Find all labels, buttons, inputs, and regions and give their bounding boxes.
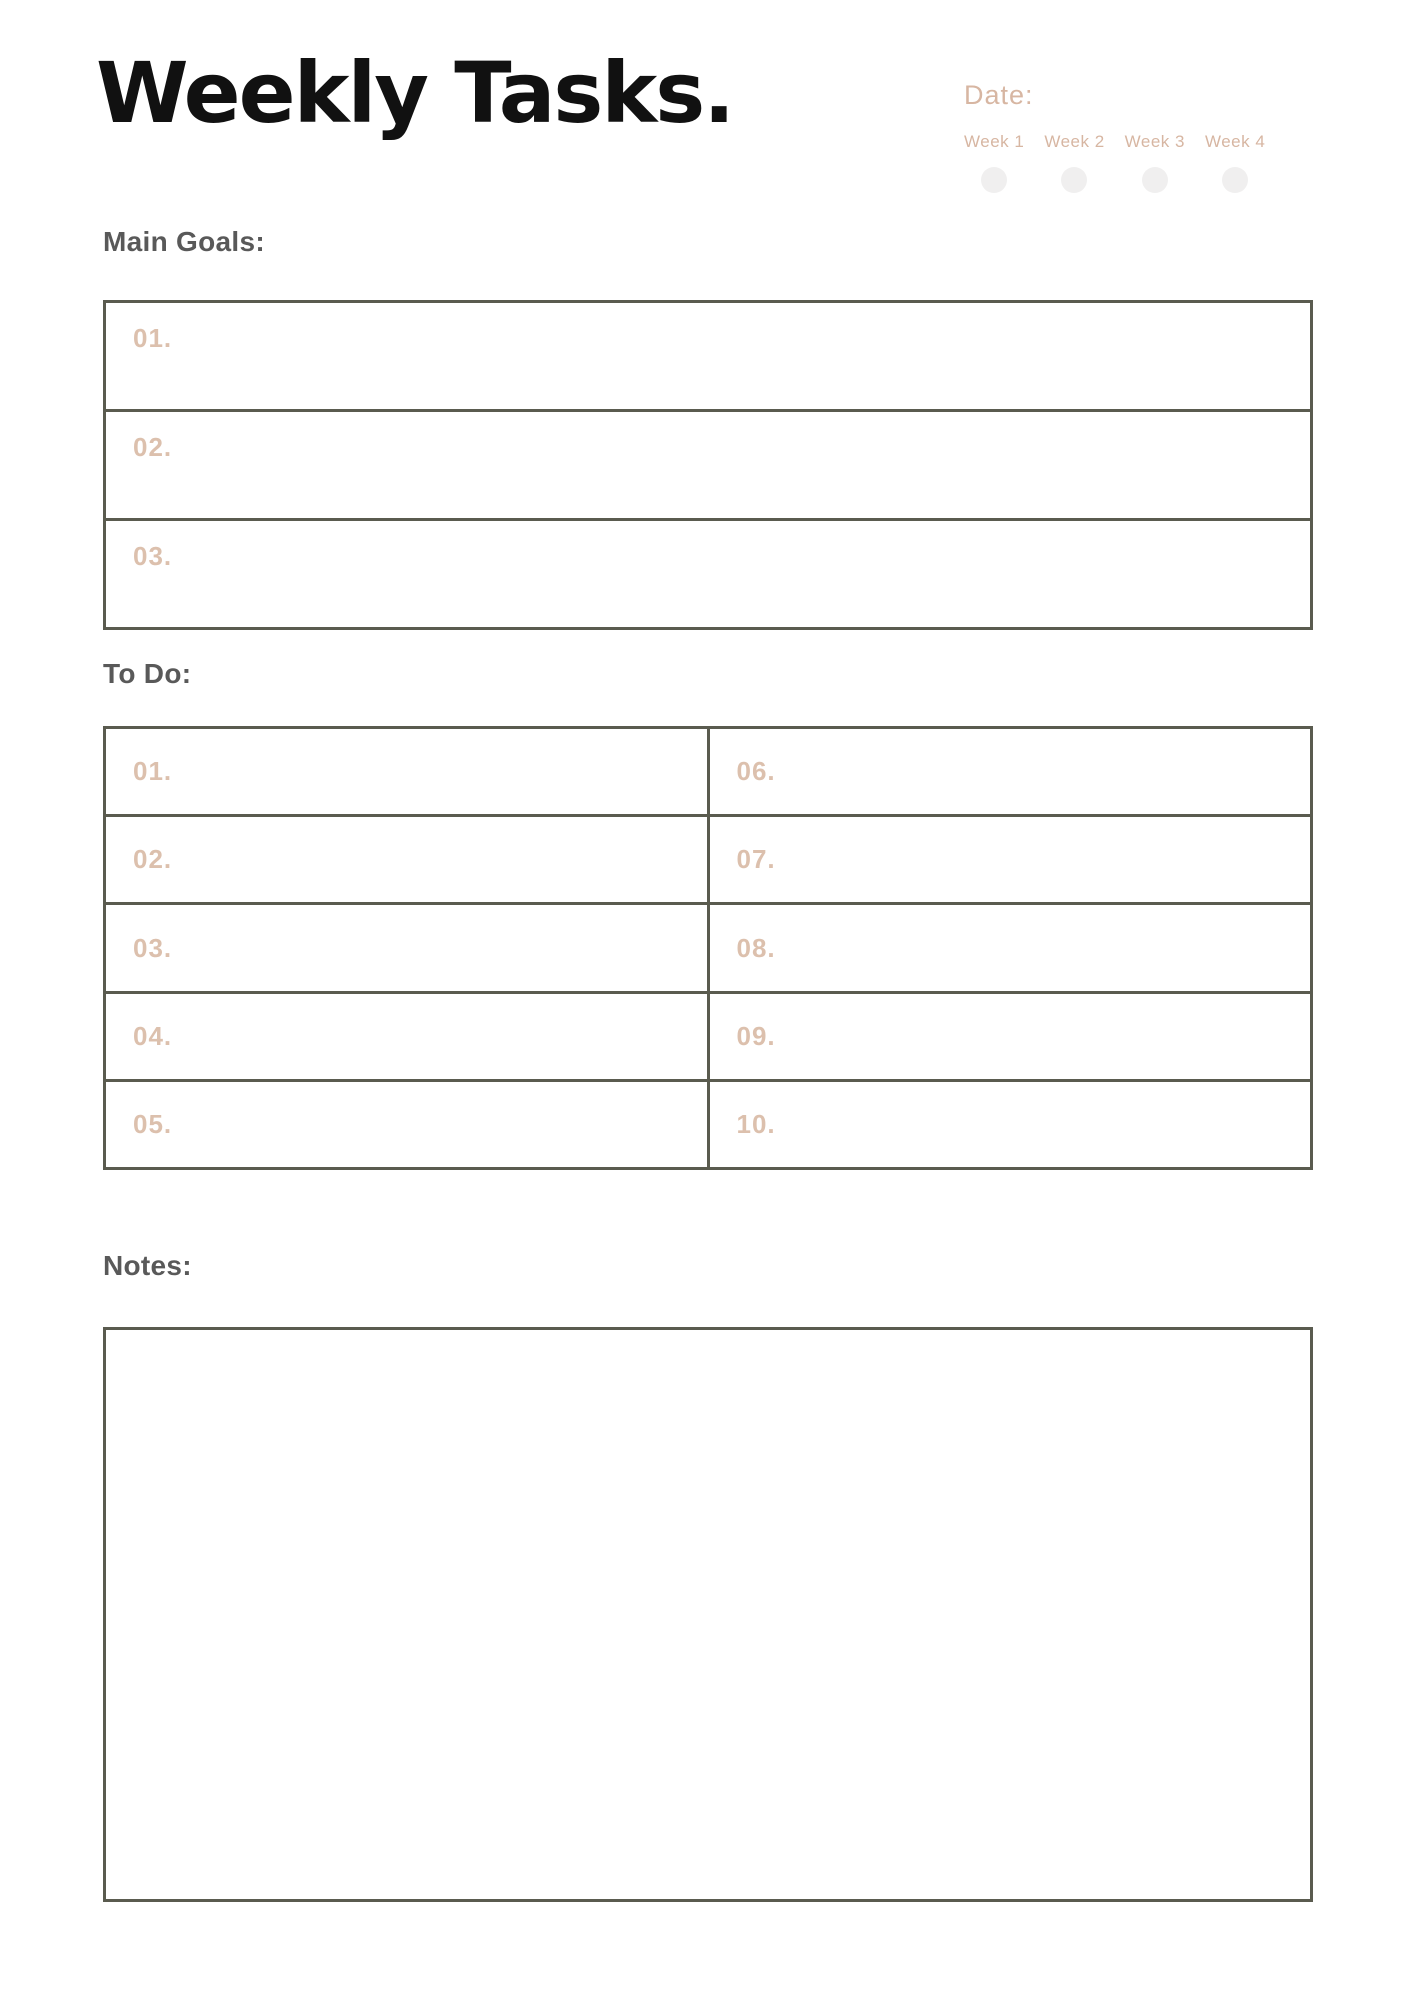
week-3 — [1125, 132, 1185, 193]
todo-item-7[interactable] — [710, 814, 1311, 902]
week-4-label: Week 4 — [1204, 132, 1266, 151]
todo-5-number: 05. — [133, 1108, 173, 1139]
main-goal-row-2[interactable] — [106, 409, 1310, 518]
week-3-label: Week 3 — [1124, 132, 1185, 151]
main-goal-2-number: 02. — [133, 432, 173, 462]
todo-heading: To Do: — [103, 658, 192, 689]
date-block — [964, 80, 1265, 193]
todo-4-number: 04. — [133, 1020, 173, 1051]
notes-heading: Notes: — [103, 1250, 192, 1281]
todo-7-number: 07. — [736, 844, 776, 875]
todo-3-number: 03. — [133, 932, 173, 963]
todo-item-5[interactable] — [106, 1079, 707, 1167]
todo-6-number: 06. — [736, 756, 776, 787]
main-goal-row-1[interactable] — [106, 303, 1310, 409]
todo-column-left — [106, 729, 710, 1167]
weeks-row — [964, 132, 1265, 193]
main-goal-row-3[interactable] — [106, 518, 1310, 627]
date-label: Date: — [964, 80, 1034, 110]
main-goals-table — [103, 300, 1313, 630]
todo-8-number: 08. — [736, 932, 776, 963]
todo-10-number: 10. — [736, 1108, 776, 1139]
todo-item-1[interactable] — [106, 729, 707, 814]
week-2-label: Week 2 — [1044, 132, 1105, 151]
todo-item-9[interactable] — [710, 991, 1311, 1079]
week-4 — [1205, 132, 1265, 193]
todo-column-right — [710, 729, 1311, 1167]
todo-2-number: 02. — [133, 844, 173, 875]
page-title: Weekly Tasks. — [96, 44, 734, 142]
todo-item-4[interactable] — [106, 991, 707, 1079]
todo-item-10[interactable] — [710, 1079, 1311, 1167]
todo-9-number: 09. — [736, 1020, 776, 1051]
todo-item-6[interactable] — [710, 729, 1311, 814]
main-goal-1-number: 01. — [133, 323, 173, 353]
todo-item-3[interactable] — [106, 902, 707, 990]
notes-box[interactable] — [103, 1327, 1313, 1902]
week-1 — [964, 132, 1024, 193]
week-2-checkbox[interactable] — [1061, 167, 1087, 193]
todo-table — [103, 726, 1313, 1170]
week-4-checkbox[interactable] — [1222, 167, 1248, 193]
main-goal-3-number: 03. — [133, 541, 173, 571]
todo-item-2[interactable] — [106, 814, 707, 902]
main-goals-heading: Main Goals: — [103, 226, 265, 257]
week-1-checkbox[interactable] — [981, 167, 1007, 193]
todo-1-number: 01. — [133, 756, 173, 787]
week-2 — [1044, 132, 1104, 193]
todo-item-8[interactable] — [710, 902, 1311, 990]
week-1-label: Week 1 — [964, 132, 1025, 151]
week-3-checkbox[interactable] — [1142, 167, 1168, 193]
